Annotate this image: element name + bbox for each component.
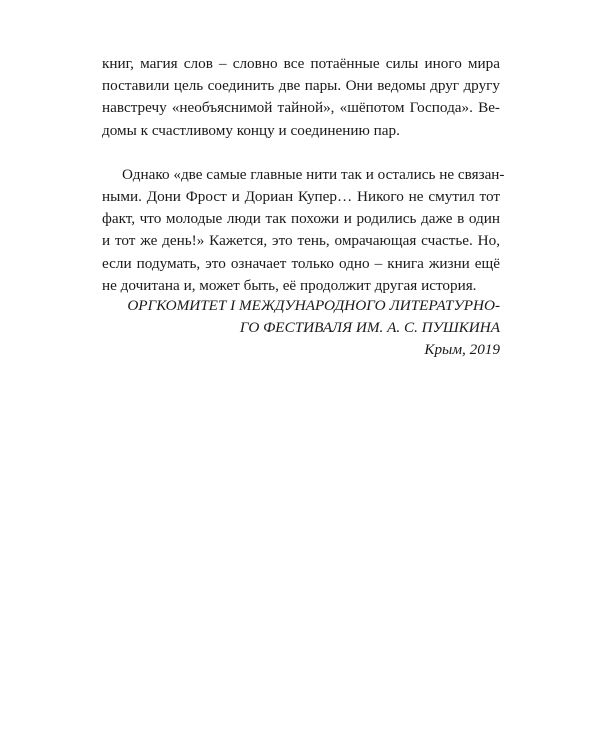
text-line: навстречу «необъяснимой тайной», «шёпотом Господа». Ве-: [102, 99, 500, 117]
text-line: не дочитана и, может быть, её продолжит другая история.: [102, 276, 477, 294]
text-line: факт, что молодые люди так похожи и родились даже в один: [102, 210, 500, 228]
signature-place-year: Крым, 2019: [424, 341, 500, 359]
paragraph-2: [102, 164, 505, 297]
paragraph-spacer: [102, 142, 500, 164]
text-line: если подумать, это означает только одно – книга жизни ещё: [102, 254, 500, 272]
text-line: поставили цель соединить две пары. Они ведомы друг другу: [102, 77, 500, 95]
text-line: и тот же день!» Кажется, это тень, омрачающая счастье. Но,: [102, 232, 500, 250]
signature-line-2: ГО ФЕСТИВАЛЯ ИМ. А. С. ПУШКИНА: [239, 319, 500, 337]
text-line: Однако «две самые главные нити так и остались не связан-: [122, 165, 505, 183]
text-line: книг, магия слов – словно все потаённые силы иного мира: [102, 55, 500, 72]
signature-line-1: ОРГКОМИТЕТ I МЕЖДУНАРОДНОГО ЛИТЕРАТУРНО-: [127, 297, 500, 314]
text-line: ными. Дони Фрост и Дориан Купер… Никого не смутил тот: [102, 188, 500, 206]
paragraph-1: [102, 53, 500, 142]
body-text: [102, 53, 505, 297]
signature-block: [102, 295, 500, 362]
text-line: домы к счастливому концу и соединению пар.: [102, 121, 400, 139]
